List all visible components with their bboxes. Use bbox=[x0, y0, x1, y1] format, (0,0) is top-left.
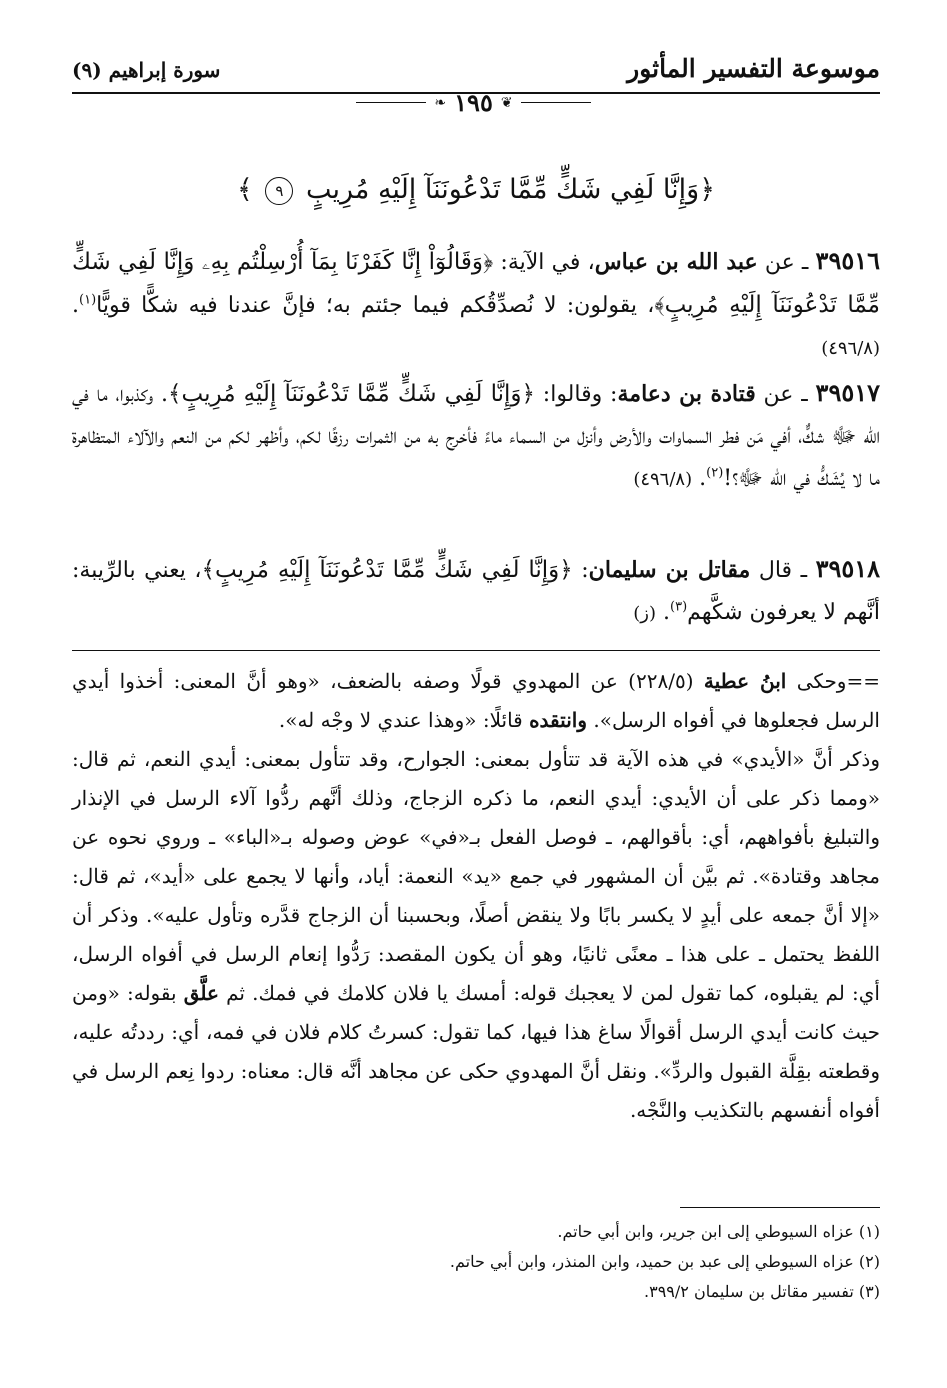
volume-reference: (٤٩٦/٨) bbox=[633, 469, 693, 490]
footnote-item: (١) عزاه السيوطي إلى ابن جرير، وابن أبي حاتم. bbox=[557, 1222, 880, 1241]
footnote-marker: (٢) bbox=[706, 465, 724, 481]
notes-text: قائلًا: «وهذا عندي لا وجْه له». bbox=[278, 708, 530, 732]
ornament-right-icon: ❦ bbox=[500, 94, 513, 111]
entry-intro: عن bbox=[757, 250, 795, 275]
notes-text: ==وحكى bbox=[786, 669, 880, 693]
commentary-notes bbox=[72, 662, 880, 1130]
entry-text: ، يقولون: لا نُصدِّقُكم فيما جئتم به؛ فإنَّ عندنا فيه شكًّا قويًّا bbox=[96, 293, 655, 318]
quran-verse bbox=[72, 170, 880, 210]
quran-quote: ﴿وَقَالُوٓاْ إِنَّا كَفَرْنَا بِمَآ أُرْسِلْتُم بِهِۦ وَإِنَّا لَفِي شَكٍّ مِّمَّا تَدْعُونَنَآ إِلَيْهِ مُرِيبٍ﴾ bbox=[72, 249, 880, 318]
notes-paragraph bbox=[72, 662, 880, 740]
quran-quote: ﴿وَإِنَّا لَفِي شَكٍّ مِّمَّا تَدْعُونَنَآ إِلَيْهِ مُرِيبٍ﴾ bbox=[201, 557, 573, 583]
notes-text: بقوله: «ومن حيث كانت أيدي الرسل أقوالًا ساغ هذا فيها، كما تقول: كسرتُ كلام فلان في فمه، أي: رددتُه عليه، وقطعته بقِلَّة القبول والردِّ». ونقل أنَّ المهدوي حكى عن مجاهد أنَّه قال: معناه: ردوا نِعم الرسل في أفواه أنفسهم بالتكذيب والنَّجْه. bbox=[72, 981, 880, 1122]
entry-dash: ـ bbox=[793, 382, 816, 407]
footnote-rule bbox=[680, 1207, 880, 1208]
entry-intro: قال bbox=[750, 558, 793, 583]
entry-intro: عن bbox=[755, 382, 794, 407]
verse-close-bracket: ﴾ bbox=[236, 174, 253, 205]
narration-entry bbox=[72, 548, 880, 635]
footnote-item: (٣) تفسير مقاتل بن سليمان ٣٩٩/٢. bbox=[644, 1282, 880, 1301]
volume-reference: (٤٩٦/٨) bbox=[821, 338, 880, 359]
footnote-marker: (٣) bbox=[670, 599, 688, 615]
narration-entry bbox=[72, 240, 880, 370]
entry-number: ٣٩٥١٧ bbox=[815, 378, 880, 407]
entry-text: ، في الآية: bbox=[493, 250, 595, 275]
entry-dash: ـ bbox=[792, 558, 816, 583]
volume-reference: (ز) bbox=[633, 603, 657, 624]
narration-entry bbox=[72, 372, 880, 501]
entry-text: . bbox=[72, 293, 79, 318]
ornament-left-icon: ❧ bbox=[434, 94, 447, 111]
notes-separator bbox=[72, 650, 880, 651]
notes-keyword: وانتقده bbox=[529, 708, 587, 732]
notes-keyword: علَّق bbox=[183, 981, 219, 1005]
entry-text: . وكذبوا، ما في الله ﷻ شكٌّ، أفي مَن فطر السماوات والأرض وأنزل من السماء ماءً فأخرج به من الثمرات رزقًا لكم، وأظهر لكم من النعم والآلاء المتظاهرة ما لا يُشَكُّ في الله ﷻ؟! bbox=[72, 382, 880, 491]
entry-text: . bbox=[692, 466, 707, 491]
entry-text: : وقالوا: bbox=[534, 382, 618, 407]
footnote-marker: (١) bbox=[79, 292, 97, 308]
surah-label: سورة إبراهيم (٩) bbox=[72, 58, 221, 82]
entry-text: . bbox=[656, 600, 671, 625]
narrator-name: عبد الله بن عباس bbox=[594, 249, 758, 275]
entry-text: : bbox=[572, 558, 589, 583]
page-number: ١٩٥ bbox=[454, 88, 493, 117]
ayah-number-marker: ٩ bbox=[265, 177, 293, 205]
narrator-name: قتادة بن دعامة bbox=[617, 381, 756, 407]
quran-quote: ﴿وَإِنَّا لَفِي شَكٍّ مِّمَّا تَدْعُونَنَآ إِلَيْهِ مُرِيبٍ﴾ bbox=[168, 381, 535, 407]
entry-text: ، يعني بالرِّيبة: أنَّهم لا يعرفون شكَّهم bbox=[72, 558, 880, 625]
notes-text: (٢٢٨/٥) عن المهدوي قولًا وصفه بالضعف، «وهو أنَّ المعنى: أخذوا أيدي الرسل فجعلوها في أفواه الرسل». bbox=[72, 669, 880, 732]
notes-text: وذكر أنَّ «الأيدي» في هذه الآية قد تتأول بمعنى: الجوارح، وقد تتأول بمعنى: أيدي النعم، ثم قال: «ومما ذكر على أن الأيدي: أيدي النعم، ما ذكره الزجاج، وذلك أنَّهم ردُّوا آلاء الرسل في الإنذار والتبليغ بأفواههم، أي: بأقوالهم، ـ فوصل الفعل بـ«في» عوض وصوله بـ«الباء» ـ وروي نحوه عن مجاهد وقتادة». ثم بيَّن أن المشهور في جمع «يد» النعمة: أياد، وأنها لا يجمع على «أيد»، ثم قال: «إلا أنَّ جمعه على أيدٍ لا يكسر بابًا ولا ينقض أصلًا، وبحسبنا أن الزجاج قدَّره وتأول عليه». وذكر أن اللفظ يحتمل ـ على هذا ـ معنًى ثانيًا، وهو أن يكون المقصد: رَدُّوا إنعام الرسل في أفواه الرسل، أي: لم يقبلوه، كما تقول لمن لا يعجبك قوله: أمسك يا فلان كلامك في فمك. ثم bbox=[72, 747, 881, 1005]
notes-paragraph bbox=[72, 740, 880, 1130]
verse-text: ﴿وَإِنَّا لَفِي شَكٍّ مِّمَّا تَدْعُونَنَآ إِلَيْهِ مُرِيبٍ bbox=[305, 174, 716, 205]
ornament-line-left bbox=[356, 102, 426, 103]
book-title: موسوعة التفسير المأثور bbox=[627, 54, 880, 83]
ornament-line-right bbox=[521, 102, 591, 103]
footnote-item: (٢) عزاه السيوطي إلى عبد بن حميد، وابن المنذر، وابن أبي حاتم. bbox=[449, 1252, 880, 1271]
entry-number: ٣٩٥١٦ bbox=[815, 246, 880, 275]
page-number-block bbox=[0, 88, 947, 117]
entry-dash: ـ bbox=[794, 250, 816, 275]
scholar-name: ابنُ عطية bbox=[703, 669, 787, 693]
entry-number: ٣٩٥١٨ bbox=[815, 554, 881, 583]
footnotes bbox=[72, 1217, 880, 1307]
narrator-name: مقاتل بن سليمان bbox=[588, 557, 751, 583]
